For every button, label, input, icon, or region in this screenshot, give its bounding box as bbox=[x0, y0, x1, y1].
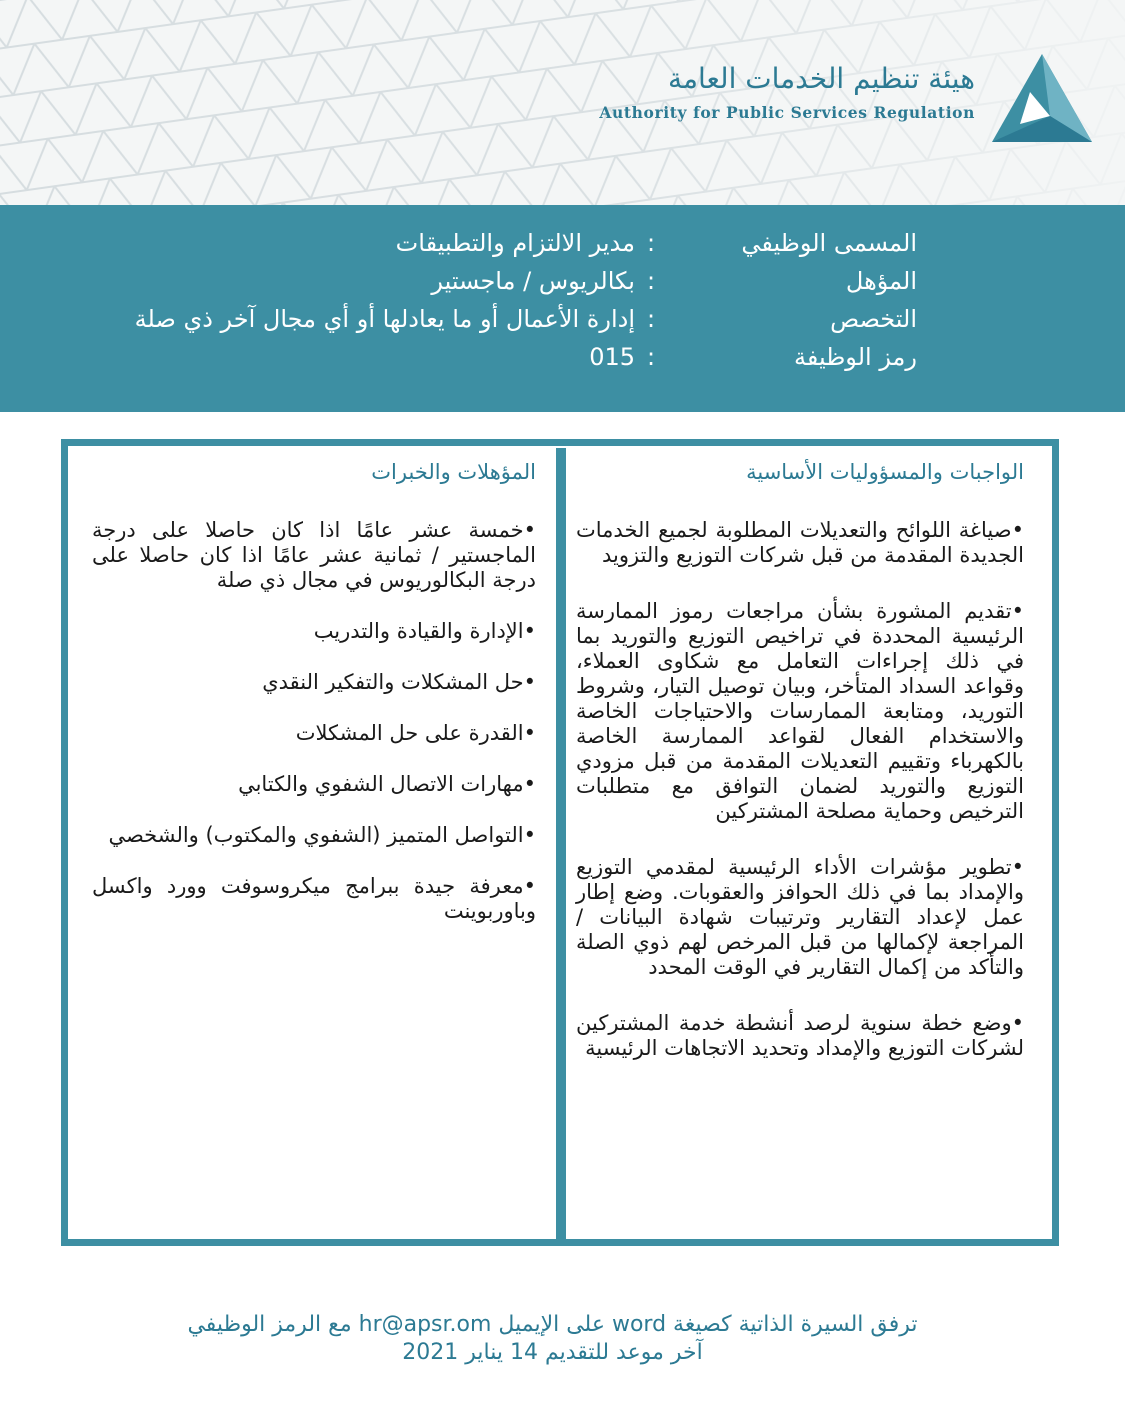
application-deadline: آخر موعد للتقديم 14 يناير 2021 bbox=[402, 1340, 703, 1365]
duty-item: •تطوير مؤشرات الأداء الرئيسية لمقدمي التوزيع والإمداد بما في ذلك الحوافز والعقوبات. وضع إطار عمل لإعداد التقارير وترتيبات شهادة البيانات / المراجعة لإكمالها من قبل المرخص لهم ذوي الصلة والتأكد من إكمال التقارير في الوقت المحدد bbox=[576, 855, 1024, 979]
triangle-logo-icon bbox=[990, 52, 1094, 144]
job-title-colon: : bbox=[647, 229, 656, 257]
job-code-colon: : bbox=[647, 343, 656, 371]
job-title-row bbox=[0, 229, 1125, 265]
qualification-item: •معرفة جيدة ببرامج ميكروسوفت وورد واكسل وباوربوينت bbox=[92, 874, 536, 923]
duty-item: •وضع خطة سنوية لرصد أنشطة خدمة المشتركين لشركات التوزيع والإمداد وتحديد الاتجاهات الرئيسية bbox=[576, 1011, 1024, 1060]
column-divider bbox=[556, 448, 566, 1240]
page-header bbox=[0, 0, 1125, 205]
duties-title: الواجبات والمسؤوليات الأساسية bbox=[746, 460, 1024, 484]
qualification-item: •القدرة على حل المشكلات bbox=[295, 721, 536, 745]
job-title-label: المسمى الوظيفي bbox=[741, 229, 917, 257]
job-code-label: رمز الوظيفة bbox=[793, 343, 917, 371]
organization-name-arabic: هيئة تنظيم الخدمات العامة bbox=[667, 62, 975, 95]
application-instructions: ترفق السيرة الذاتية كصيغة word على الإيميل hr@apsr.om مع الرمز الوظيفي bbox=[187, 1312, 918, 1337]
specialization-colon: : bbox=[647, 305, 656, 333]
duty-item: •تقديم المشورة بشأن مراجعات رموز الممارسة الرئيسية المحددة في تراخيص التوزيع والتوريد بما في ذلك إجراءات التعامل مع شكاوى العملاء، وقواعد السداد المتأخر، وبيان توصيل التيار، وشروط التوريد، ومتابعة الممارسات والاحتياجات الخاصة والاستخدام الفعال لقواعد الممارسة الخاصة بالكهرباء وتقييم التعديلات المقدمة من قبل مزودي التوزيع والتوريد لضمان التوافق مع متطلبات الترخيص وحماية مصلحة المشتركين bbox=[576, 599, 1024, 823]
qualifications-column bbox=[92, 460, 536, 950]
organization-name-english: Authority for Public Services Regulation bbox=[599, 103, 975, 122]
qualification-value: بكالريوس / ماجستير bbox=[431, 267, 635, 295]
qualification-item: •التواصل المتميز (الشفوي والمكتوب) والشخصي bbox=[108, 823, 536, 847]
qualification-item: •حل المشكلات والتفكير النقدي bbox=[262, 670, 536, 694]
qualification-item: •الإدارة والقيادة والتدريب bbox=[313, 619, 536, 643]
specialization-row bbox=[0, 305, 1125, 341]
specialization-value: إدارة الأعمال أو ما يعادلها أو أي مجال آخر ذي صلة bbox=[134, 305, 635, 333]
job-info-band bbox=[0, 205, 1125, 412]
qualification-row bbox=[0, 267, 1125, 303]
qualification-item: •خمسة عشر عامًا اذا كان حاصلا على درجة الماجستير / ثمانية عشر عامًا اذا كان حاصلا على درجة البكالوريوس في مجال ذي صلة bbox=[92, 518, 536, 592]
qualification-item: •مهارات الاتصال الشفوي والكتابي bbox=[238, 772, 536, 796]
job-code-value: 015 bbox=[589, 343, 635, 371]
specialization-label: التخصص bbox=[830, 305, 917, 333]
duties-column bbox=[576, 460, 1024, 1092]
duty-item: •صياغة اللوائح والتعديلات المطلوبة لجميع الخدمات الجديدة المقدمة من قبل شركات التوزيع والتزويد bbox=[576, 518, 1024, 567]
job-title-value: مدير الالتزام والتطبيقات bbox=[395, 229, 635, 257]
qualification-colon: : bbox=[647, 267, 656, 295]
qualification-label: المؤهل bbox=[845, 267, 917, 295]
job-code-row bbox=[0, 343, 1125, 379]
qualifications-title: المؤهلات والخبرات bbox=[371, 460, 536, 484]
